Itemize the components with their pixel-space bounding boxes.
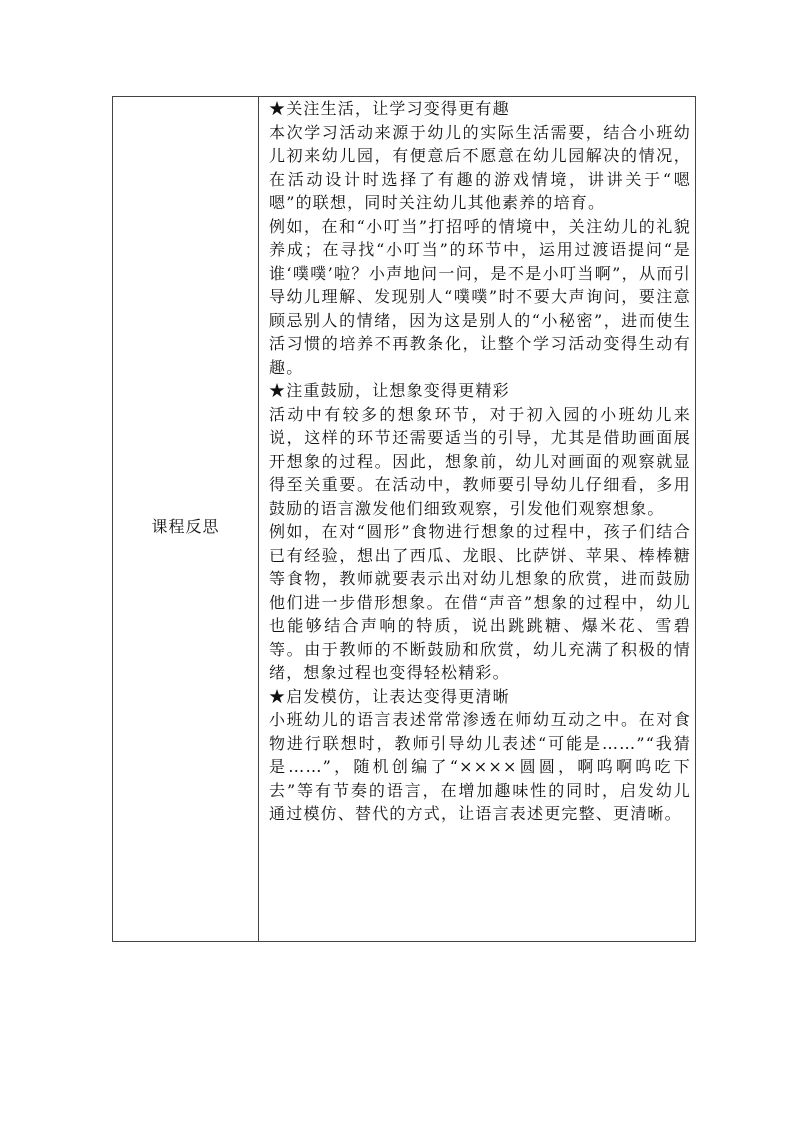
section-encouragement-paragraph-2: 例如，在对“圆形”食物进行想象的过程中，孩子们结合已有经验，想出了西瓜、龙眼、比萨饼、苹果、棒棒糖等食物，教师就要表示出对幼儿想象的欣赏，进而鼓励他们进一步借形想象。在借“声音”想象的过程中，幼儿也能够结合声响的特质，说出跳跳糖、爆米花、雪碧等。由于教师的不断鼓励和欣赏，幼儿充满了积极的情绪，想象过程也变得轻松精彩。 (269, 522, 691, 682)
section-encouragement-paragraph-1: 活动中有较多的想象环节，对于初入园的小班幼儿来说，这样的环节还需要适当的引导，尤其是借助画面展开想象的过程。因此，想象前，幼儿对画面的观察就显得至关重要。在活动中，教师要引导幼儿仔细看，多用鼓励的语言激发他们细致观察，引发他们观察想象。 (269, 404, 691, 518)
section-imitation-paragraph-1: 小班幼儿的语言表述常常渗透在师幼互动之中。在对食物进行联想时，教师引导幼儿表述“可能是……”“我猜是……”，随机创编了“××××圆圆，啊呜啊呜吃下去”等有节奏的语言，在增加趣味性的同时，启发幼儿通过模仿、替代的方式，让语言表述更完整、更清晰。 (269, 710, 691, 823)
section-heading-life: ★关注生活，让学习变得更有趣 (269, 99, 510, 118)
section-heading-imitation: ★启发模仿，让表达变得更清晰 (269, 686, 510, 706)
section-life-paragraph-2: 例如，在和“小叮当”打招呼的情境中，关注幼儿的礼貌养成；在寻找“小叮当”的环节中，运用过渡语提问“是谁‘噗噗’啦？小声地问一问，是不是小叮当啊”，从而引导幼儿理解、发现别人“噗噗”时不要大声询问，要注意顾忌别人的情绪，因为这是别人的“小秘密”，进而使生活习惯的培养不再教条化，让整个学习活动变得生动有趣。 (269, 216, 691, 377)
course-reflection-label: 课程反思 (151, 516, 220, 536)
section-life-paragraph-1: 本次学习活动来源于幼儿的实际生活需要，结合小班幼儿初来幼儿园，有便意后不愿意在幼儿园解决的情况，在活动设计时选择了有趣的游戏情境，讲讲关于“嗯嗯”的联想，同时关注幼儿其他素养的培育。 (269, 122, 691, 212)
reflection-table (112, 96, 696, 942)
label-cell (113, 97, 259, 941)
content-cell (259, 97, 695, 941)
section-heading-encouragement: ★注重鼓励，让想象变得更精彩 (269, 381, 510, 400)
